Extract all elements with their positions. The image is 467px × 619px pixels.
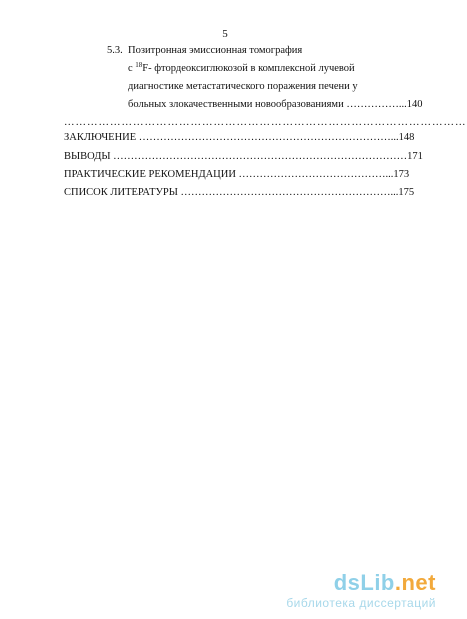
section-title-line-4: больных злокачественными новообразованиями ……………...140 xyxy=(128,99,423,110)
section-title-line-1: Позитронная эмиссионная томография xyxy=(128,45,303,56)
section-title-line-3: диагностике метастатического поражения печени у xyxy=(128,81,358,92)
section-title-line-2 xyxy=(128,62,355,76)
toc-entry-findings: ВЫВОДЫ …………………………………………………………………………171 xyxy=(64,151,423,162)
section-title-prefix: с xyxy=(128,63,133,74)
watermark xyxy=(274,570,444,614)
section-title-line-2-rest: F- фтордеоксиглюкозой в комплексной лучевой xyxy=(142,63,355,74)
toc-entry-recommendations: ПРАКТИЧЕСКИЕ РЕКОМЕНДАЦИИ ……………………………………...173 xyxy=(64,169,410,180)
separator-dots: …………………………………………………………………………………………… xyxy=(64,117,467,128)
section-number: 5.3. xyxy=(107,45,123,56)
isotope-superscript: 18 xyxy=(135,61,143,69)
toc-entry-conclusion: ЗАКЛЮЧЕНИЕ ………………………………………………………………...148 xyxy=(64,132,415,143)
watermark-subtitle: библиотека диссертаций xyxy=(286,596,436,610)
page-number: 5 xyxy=(222,28,228,40)
toc-entry-references: СПИСОК ЛИТЕРАТУРЫ ……………………………………………………...175 xyxy=(64,187,415,198)
watermark-logo: dsLib.net xyxy=(333,570,436,595)
